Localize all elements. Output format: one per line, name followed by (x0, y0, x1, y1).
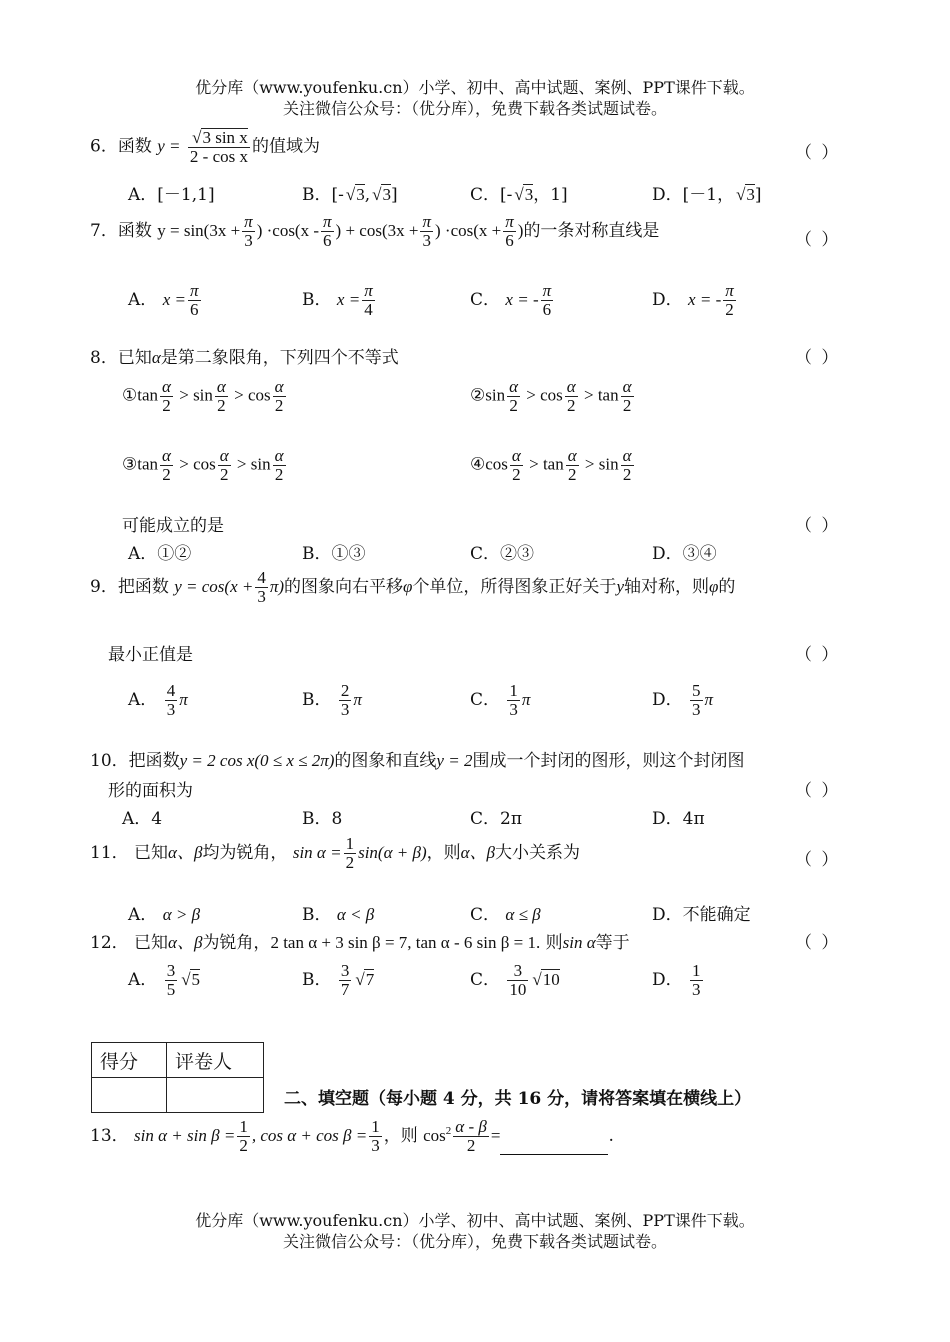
score-header: 得分 (92, 1043, 167, 1078)
question-8: 8．已知α是第二象限角，下列四个不等式 (90, 348, 399, 368)
q8-inequality-3: ③tan $\frac{\alpha}{2}$ > cos $\frac{\alpha}{2}$ > sin $\frac{\alpha}{2}$ (122, 446, 284, 484)
q6-denominator: 2 - cos x (189, 146, 248, 166)
q7-number: 7． (90, 220, 118, 241)
q7-option-b: B． x = $\frac{\pi}{4}$ (302, 281, 373, 319)
q11-option-a: A． α > β (128, 905, 201, 925)
score-cell[interactable] (92, 1078, 167, 1113)
q8-inequality-4: ④cos $\frac{\alpha}{2}$ > tan $\frac{\alpha}{2}$ > sin $\frac{\alpha}{2}$ (470, 446, 632, 484)
q8-possible: 可能成立的是 (122, 516, 224, 536)
q10-option-a: A．4 (122, 809, 163, 829)
q12-option-c: C． $\frac{3}{10}$ √ 10 (470, 962, 560, 999)
q6-numerator: √ 3 sin x (201, 128, 248, 147)
question-11: 11． 已知α、β均为锐角， sin α = $\frac{1}{2}$ sin(α + β)，则α、β大小关系为 (90, 834, 580, 872)
q10-option-d: D．4π (652, 809, 705, 829)
q9-option-a: A． $\frac{4}{3}$ π (128, 681, 188, 719)
q6-option-a: A．[－1,1] (128, 185, 215, 205)
q10-option-b: B．8 (302, 809, 343, 829)
q8-option-a: A．①② (128, 544, 192, 564)
question-9: 9．把函数 y = cos(x + $\frac{4}{3}$ π)的图象向右平移φ个单位，所得图象正好关于y轴对称，则φ的 (90, 568, 736, 606)
header-line-2: 关注微信公众号：（优分库），免费下载各类试题试卷。 (282, 99, 667, 118)
question-10: 10．把函数y = 2 cos x(0 ≤ x ≤ 2π)的图象和直线y = 2围成一个封闭的图形，则这个封闭图 (90, 751, 745, 771)
score-table (91, 1042, 264, 1113)
question-12: 12． 已知α、β为锐角，2 tan α + 3 sin β = 7, tan α - 6 sin β = 1. 则sin α等于 (90, 933, 630, 953)
question-13: 13． sin α + sin β = $\frac{1}{2}$ , cos α + cos β = $\frac{1}{3}$ ，则 $\cos^2$ $\frac{\alpha - \beta}{2}$ = . (90, 1117, 614, 1155)
header-line-1: 优分库（www.youfenku.cn）小学、初中、高中试题、案例、PPT课件下载。 (195, 78, 755, 97)
footer-line-2: 关注微信公众号：（优分库），免费下载各类试题试卷。 (282, 1232, 667, 1251)
q6-answer-paren: （ ） (795, 143, 841, 163)
q8-inequality-1: ①tan $\frac{\alpha}{2}$ > sin $\frac{\alpha}{2}$ > cos $\frac{\alpha}{2}$ (122, 377, 284, 415)
q9-option-d: D． $\frac{5}{3}$ π (652, 681, 714, 719)
q6-stem-pre: 函数 (117, 136, 152, 157)
grader-header: 评卷人 (167, 1043, 264, 1078)
q13-answer-blank[interactable] (500, 1136, 608, 1155)
q11-answer-paren: （ ） (795, 850, 841, 870)
q8-option-b: B．①③ (302, 544, 366, 564)
q7-answer-paren: （ ） (795, 230, 841, 250)
q12-option-b: B． $\frac{3}{7}$ √ 7 (302, 962, 374, 999)
question-6 (90, 128, 320, 166)
q8-answer-paren-2: （ ） (795, 516, 841, 536)
q10-option-c: C．2π (470, 809, 522, 829)
q6-option-c: C．[-√ 3，1] (470, 180, 568, 205)
q10-answer-paren: （ ） (795, 781, 841, 801)
q7-option-d: D． x = - $\frac{\pi}{2}$ (652, 281, 734, 319)
q7-stem-pre: 函数 (117, 220, 152, 241)
q12-answer-paren: （ ） (795, 933, 841, 953)
section-2-title: 二、填空题（每小题 4 分，共 16 分，请将答案填在横线上） (284, 1089, 752, 1109)
question-7: 7．函数 y = sin(3x + $\frac{\pi}{3}$ ) ·cos(x - $\frac{\pi}{6}$ ) + cos(3x + $\frac{\pi}{3}$ ) ·cos(x + $\frac{\pi}{6}$ )的一条对称直线是 (90, 212, 660, 250)
q12-option-a: A． $\frac{3}{5}$ √ 5 (128, 962, 200, 999)
q6-number: 6． (90, 136, 118, 157)
grader-cell[interactable] (167, 1078, 264, 1113)
q9-line-2: 最小正值是 (108, 645, 193, 665)
q7-stem-post: 的一条对称直线是 (523, 220, 660, 241)
q6-stem-post: 的值域为 (252, 136, 320, 157)
q6-option-d: D．[－1，√ 3] (652, 180, 762, 205)
q8-answer-paren: （ ） (795, 348, 841, 368)
q9-option-c: C． $\frac{1}{3}$ π (470, 681, 531, 719)
q6-y: y = (157, 136, 181, 156)
q11-option-d: D．不能确定 (652, 905, 751, 925)
q8-option-c: C．②③ (470, 544, 535, 564)
q11-option-c: C． α ≤ β (470, 905, 541, 925)
q6-option-b: B．[-√ 3,√ 3] (302, 180, 398, 205)
q9-answer-paren: （ ） (795, 645, 841, 665)
q9-option-b: B． $\frac{2}{3}$ π (302, 681, 362, 719)
footer-line-1: 优分库（www.youfenku.cn）小学、初中、高中试题、案例、PPT课件下载。 (195, 1211, 755, 1230)
q8-inequality-2: ②sin $\frac{\alpha}{2}$ > cos $\frac{\alpha}{2}$ > tan $\frac{\alpha}{2}$ (470, 377, 632, 415)
q7-option-c: C． x = - $\frac{\pi}{6}$ (470, 281, 552, 319)
q8-option-d: D．③④ (652, 544, 717, 564)
q7-option-a: A． x = $\frac{\pi}{6}$ (128, 281, 199, 319)
q12-option-d: D． $\frac{1}{3}$ (652, 961, 701, 999)
q11-option-b: B． α < β (302, 905, 375, 925)
q10-line-2: 形的面积为 (108, 781, 193, 801)
q6-fraction (188, 128, 250, 166)
